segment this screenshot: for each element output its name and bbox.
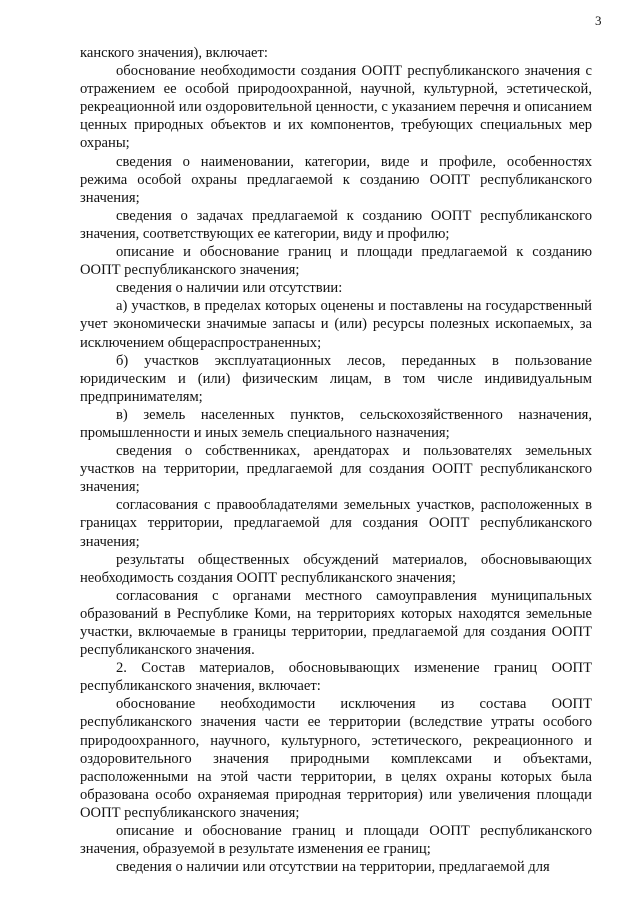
paragraph: канского значения), включает: <box>80 45 268 61</box>
paragraph: согласования с правообладателями земельных участков, расположенных в границах территории, предлагаемой для создания ООПТ республиканского значения; <box>80 497 592 550</box>
paragraph: сведения о наименовании, категории, виде и профиле, особенностях режима особой охраны предлагаемой к созданию ООПТ республиканского значения; <box>80 153 592 206</box>
paragraph: б) участков эксплуатационных лесов, переданных в пользование юридическим и (или) физическим лицам, в том числе индивидуальным предпринимателям; <box>80 352 592 405</box>
page-number: 3 <box>595 13 602 28</box>
paragraph: а) участков, в пределах которых оценены и поставлены на государственный учет экономически значимые запасы и (или) ресурсы полезных ископаемых, за исключением общераспространенных; <box>80 298 592 351</box>
paragraph: описание и обоснование границ и площади предлагаемой к созданию ООПТ республиканского значения; <box>80 244 592 279</box>
paragraph: результаты общественных обсуждений материалов, обосновывающих необходимость создания ООПТ республиканского значения; <box>80 551 592 586</box>
paragraph: сведения о собственниках, арендаторах и пользователях земельных участков на территории, предлагаемой для создания ООПТ республиканского значения; <box>80 443 592 496</box>
paragraph: в) земель населенных пунктов, сельскохозяйственного назначения, промышленности и иных земель специального назначения; <box>80 406 592 441</box>
paragraph: сведения о наличии или отсутствии на территории, предлагаемой для <box>116 859 550 876</box>
document-body <box>80 44 592 876</box>
paragraph: согласования с органами местного самоуправления муниципальных образований в Республике Коми, на территориях которых находятся земельные участки, включаемые в границы территории, предлагаемой для создания ООПТ республиканского значения. <box>80 587 592 659</box>
paragraph: описание и обоснование границ и площади ООПТ республиканского значения, образуемой в результате изменения ее границ; <box>80 823 592 858</box>
paragraph: обоснование необходимости исключения из состава ООПТ республиканского значения части ее территории (вследствие утраты особого природоохранного, научного, культурного, эстетического, рекреационного и оздоровительного значения природными комплексами и объектами, расположенными на этой части территории, в целях охраны которых была образована особо охраняемая природная территория) или увеличения площади ООПТ республиканского значения; <box>80 696 592 821</box>
paragraph: обоснование необходимости создания ООПТ республиканского значения с отражением ее особой природоохранной, научной, культурной, эстетической, рекреационной или оздоровительной ценности, с указанием перечня и описанием ценных природных объектов и их компонентов, требующих специальных мер охраны; <box>80 63 592 152</box>
paragraph: сведения о наличии или отсутствии: <box>116 280 343 297</box>
paragraph: сведения о задачах предлагаемой к созданию ООПТ республиканского значения, соответствующих ее категории, виду и профилю; <box>80 207 592 242</box>
paragraph: 2. Состав материалов, обосновывающих изменение границ ООПТ республиканского значения, включает: <box>80 660 592 695</box>
